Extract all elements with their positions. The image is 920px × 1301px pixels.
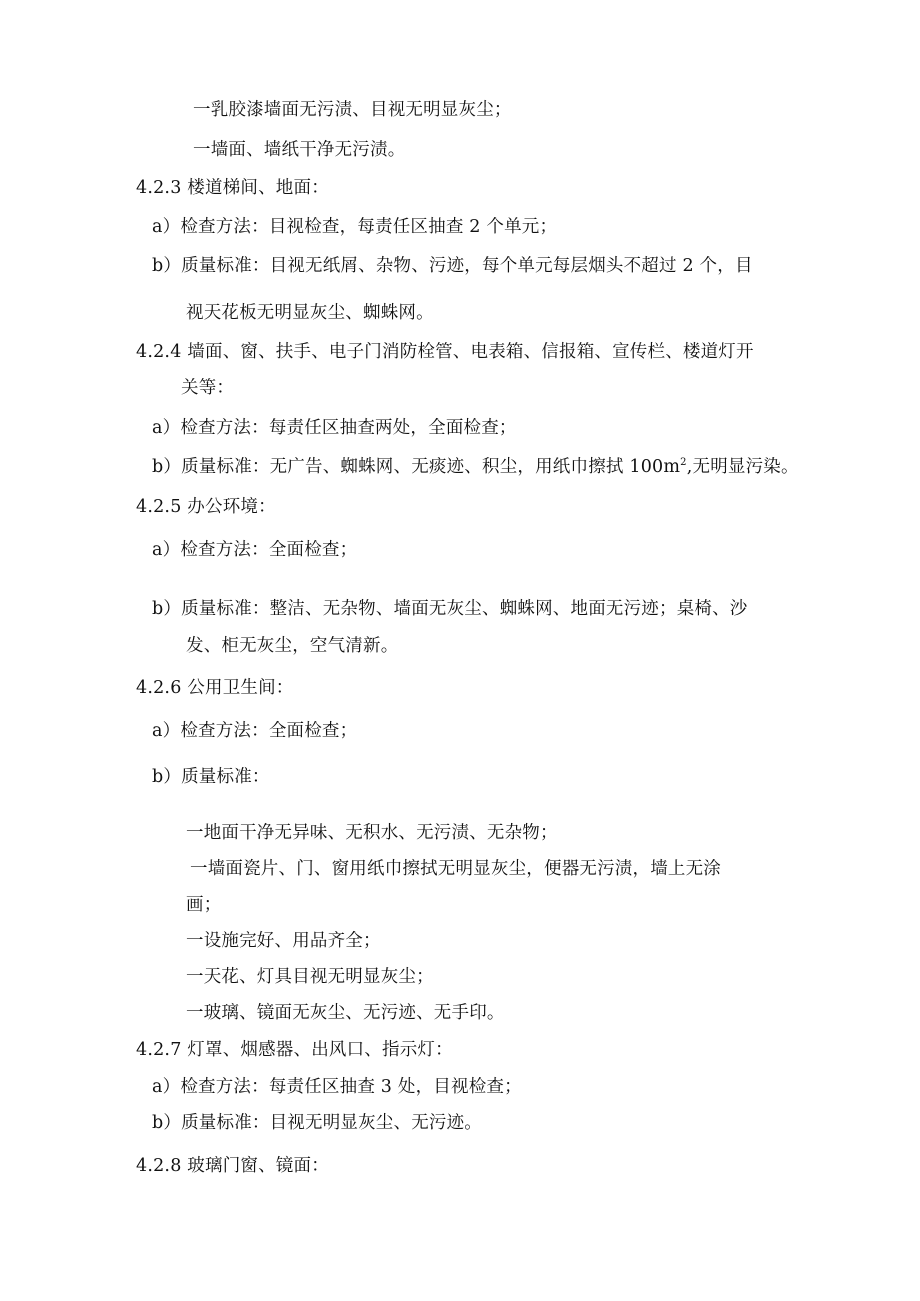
list-item: a）检查方法：全面检查； — [152, 540, 358, 560]
section-heading: 4.2.6 公用卫生间： — [136, 678, 294, 698]
list-item — [152, 456, 799, 478]
text-line: 视天花板无明显灰尘、蜘蛛网。 — [186, 303, 434, 323]
text-line: 一墙面、墙纸干净无污渍。 — [193, 140, 406, 160]
text-line: 一墙面瓷片、门、窗用纸巾擦拭无明显灰尘，便器无污渍，墙上无涂 — [190, 859, 721, 879]
text-line: 发、柜无灰尘，空气清新。 — [186, 636, 399, 656]
text-line: 一乳胶漆墙面无污渍、目视无明显灰尘； — [193, 100, 512, 120]
list-item: a）检查方法：全面检查； — [152, 721, 358, 741]
list-item: b）质量标准：整洁、无杂物、墙面无灰尘、蜘蛛网、地面无污迹；桌椅、沙 — [152, 599, 748, 619]
text-line: 一设施完好、用品齐全； — [186, 931, 381, 951]
text-line: 关等： — [181, 378, 235, 398]
list-item: b）质量标准：目视无明显灰尘、无污迹。 — [152, 1113, 483, 1133]
section-heading: 4.2.3 楼道梯间、地面： — [136, 178, 329, 198]
list-item: a）检查方法：每责任区抽查两处，全面检查； — [152, 418, 517, 438]
list-item: b）质量标准：目视无纸屑、杂物、污迹，每个单元每层烟头不超过 2 个，目 — [152, 256, 753, 276]
list-item: a）检查方法：每责任区抽查 3 处，目视检查； — [152, 1077, 522, 1097]
section-heading: 4.2.8 玻璃门窗、镜面： — [136, 1156, 329, 1176]
text-line: 一玻璃、镜面无灰尘、无污迹、无手印。 — [186, 1003, 505, 1023]
section-heading: 4.2.7 灯罩、烟感器、出风口、指示灯： — [136, 1040, 453, 1060]
text-line: 一地面干净无异味、无积水、无污渍、无杂物； — [186, 823, 558, 843]
list-item: b）质量标准： — [152, 767, 270, 787]
superscript: 2 — [680, 457, 687, 469]
section-heading: 4.2.5 办公环境： — [136, 497, 276, 517]
list-item-text: b）质量标准：无广告、蜘蛛网、无痰迹、积尘，用纸巾擦拭 100m — [152, 457, 681, 477]
list-item: a）检查方法：目视检查，每责任区抽查 2 个单元； — [152, 217, 558, 237]
section-heading: 4.2.4 墙面、窗、扶手、电子门消防栓管、电表箱、信报箱、宣传栏、楼道灯开 — [136, 342, 754, 362]
text-line: 画； — [186, 895, 222, 915]
text-line: 一天花、灯具目视无明显灰尘； — [186, 967, 434, 987]
list-item-text: ,无明显污染。 — [686, 457, 799, 477]
